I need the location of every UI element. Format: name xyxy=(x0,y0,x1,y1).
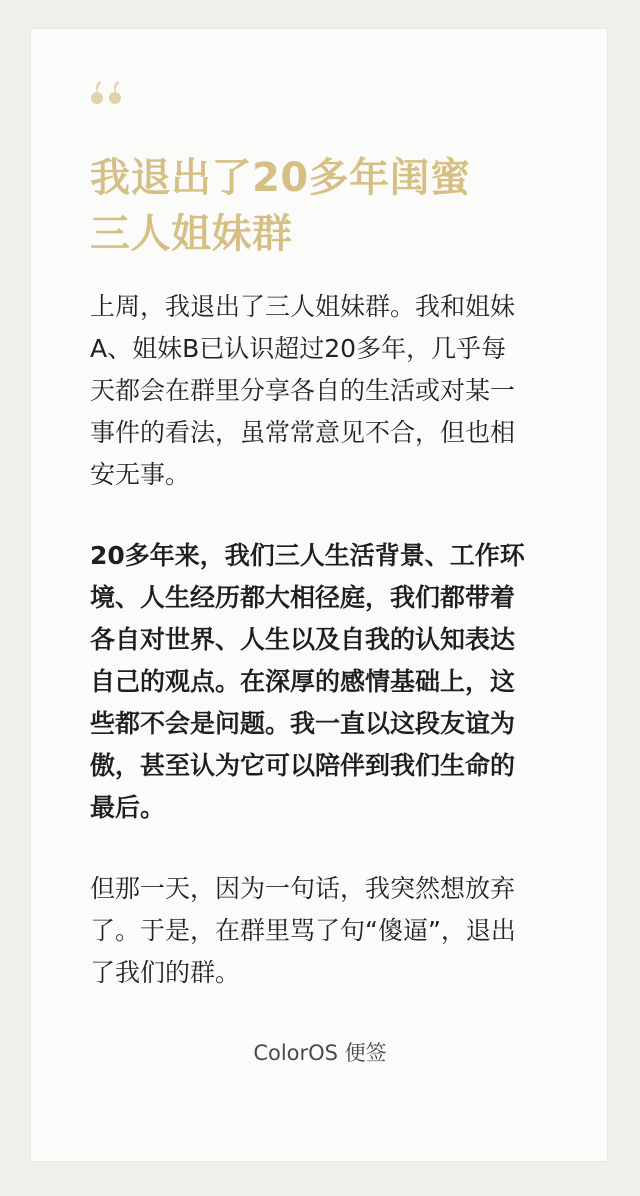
paragraph-2-bold xyxy=(90,535,560,829)
text-line: 最后。 xyxy=(90,793,166,822)
quote-mark-icon xyxy=(88,80,128,106)
text-line: 境、人生经历都大相径庭，我们都带着 xyxy=(90,583,516,612)
title-line: 我退出了20多年闺蜜 xyxy=(90,155,471,201)
text-line: 各自对世界、人生以及自我的认知表达 xyxy=(90,625,516,654)
paragraph-1 xyxy=(90,286,560,496)
text-line: 傲，甚至认为它可以陪伴到我们生命的 xyxy=(90,751,516,780)
text-line: 但那一天，因为一句话，我突然想放弃 xyxy=(90,874,516,903)
app-signature: ColorOS 便签 xyxy=(253,1041,387,1065)
title-line: 三人姐妹群 xyxy=(90,211,293,257)
text-line: 了我们的群。 xyxy=(90,958,241,987)
text-line: 自己的观点。在深厚的感情基础上，这 xyxy=(90,667,516,696)
text-line: 安无事。 xyxy=(90,460,191,489)
text-line: 20多年来，我们三人生活背景、工作环 xyxy=(90,541,525,570)
paragraph-3 xyxy=(90,868,560,994)
text-line: 事件的看法，虽常常意见不合，但也相 xyxy=(90,418,516,447)
note-title xyxy=(90,150,560,262)
text-line: 了。于是，在群里骂了句“傻逼”，退出 xyxy=(90,916,516,945)
text-line: 天都会在群里分享各自的生活或对某一 xyxy=(90,376,516,405)
text-line: 些都不会是问题。我一直以这段友谊为 xyxy=(90,709,516,738)
text-line: 上周，我退出了三人姐妹群。我和姐妹 xyxy=(90,292,516,321)
text-line: A、姐妹B已认识超过20多年，几乎每 xyxy=(90,334,507,363)
